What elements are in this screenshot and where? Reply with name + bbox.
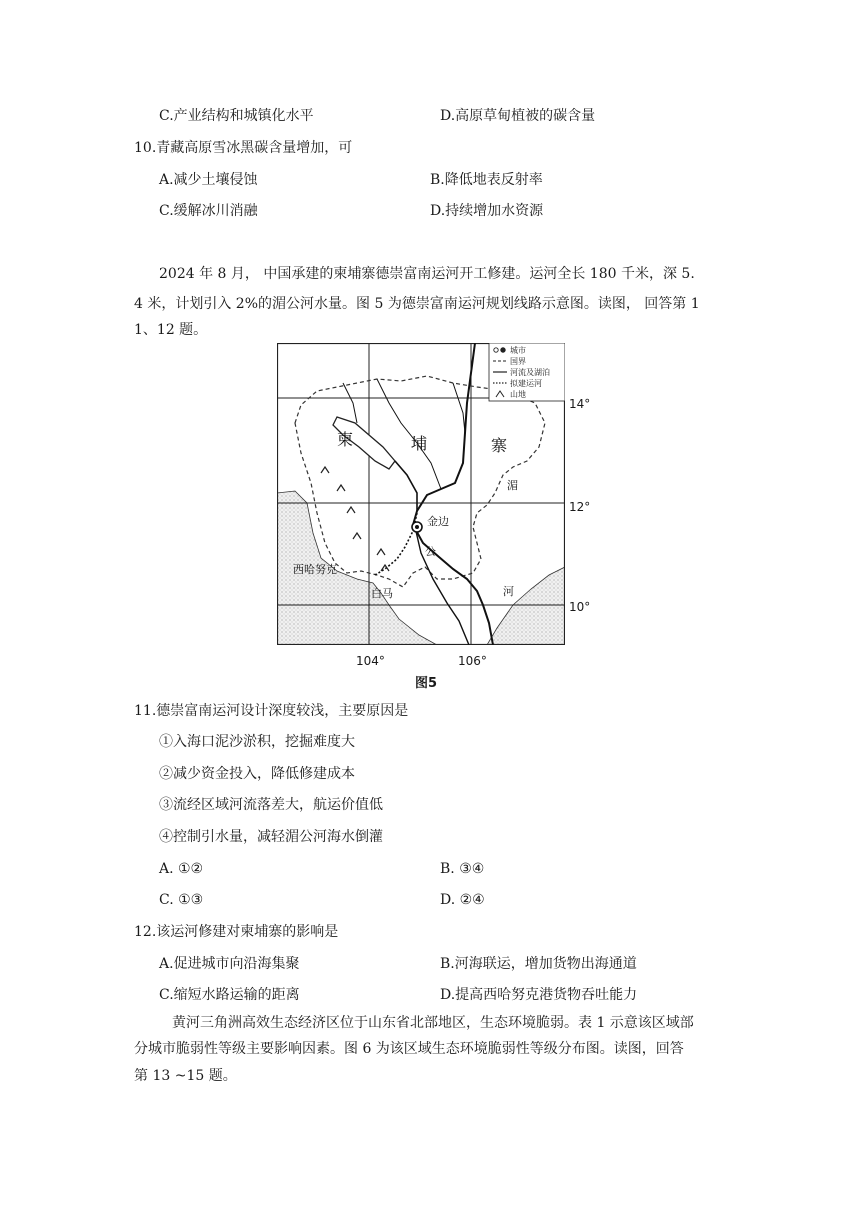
legend-city: 城市 (510, 346, 526, 355)
q11-statement-1: ①入海口泥沙淤积，挖掘难度大 (159, 734, 355, 750)
legend-canal: 拟建运河 (510, 379, 542, 388)
q12-option-d: D.提高西哈努克港货物吞吐能力 (440, 987, 638, 1003)
q10-option-d: D.持续增加水资源 (430, 203, 544, 219)
q11-statement-3: ③流经区域河流落差大，航运价值低 (159, 797, 383, 813)
river-char: 湄 (507, 479, 518, 492)
passage2-line-2: 分城市脆弱性等级主要影响因素。图 6 为该区域生态环境脆弱性等级分布图。读图，回答 (134, 1041, 684, 1057)
lat-label-14: 14° (569, 397, 591, 411)
river-char: 公 (425, 545, 436, 558)
figure-caption: 图5 (415, 676, 438, 691)
q10-option-c: C.缓解冰川消融 (159, 203, 258, 219)
passage1-line-2: 4 米，计划引入 2%的湄公河水量。图 5 为德崇富南运河规划线路示意图。读图， 回答第 1 (134, 296, 700, 312)
passage2-line-3: 第 13 ~15 题。 (134, 1068, 237, 1084)
q11-stem: 11.德崇富南运河设计深度较浅，主要原因是 (134, 703, 409, 719)
q12-option-c: C.缩短水路运输的距离 (159, 987, 300, 1003)
q11-option-a: A. ①② (159, 861, 204, 877)
q10-option-b: B.降低地表反射率 (430, 172, 543, 188)
q11-option-d: D. ②④ (440, 892, 485, 908)
q11-statement-4: ④控制引水量，减轻湄公河海水倒灌 (159, 829, 383, 845)
q12-option-a: A.促进城市向沿海集聚 (159, 956, 300, 972)
q11-option-c: C. ①③ (159, 892, 204, 908)
canal-route-map (277, 343, 565, 645)
q10-option-a: A.减少土壤侵蚀 (159, 172, 258, 188)
passage2-line-1: 黄河三角洲高效生态经济区位于山东省北部地区，生态环境脆弱。表 1 示意该区域部 (172, 1015, 694, 1031)
legend-border: 国界 (510, 357, 526, 366)
q11-option-b: B. ③④ (440, 861, 485, 877)
lat-label-12: 12° (569, 500, 591, 514)
passage1-line-3: 1、12 题。 (134, 322, 208, 338)
city-label-kep: 白马 (371, 587, 393, 600)
q12-stem: 12.该运河修建对柬埔寨的影响是 (134, 924, 339, 940)
city-label-phnom-penh: 金边 (427, 515, 449, 528)
q9-option-c: C.产业结构和城镇化水平 (159, 108, 314, 124)
lon-label-106: 106° (458, 654, 487, 668)
q10-stem: 10.青藏高原雪冰黑碳含量增加，可 (134, 140, 353, 156)
lon-label-104: 104° (356, 654, 385, 668)
country-char: 埔 (411, 434, 428, 453)
lat-label-10: 10° (569, 600, 591, 614)
capital-dot (415, 525, 419, 529)
legend-river: 河流及湖泊 (510, 368, 550, 377)
city-label-sihanoukville: 西哈努克 (293, 563, 337, 576)
country-char: 柬 (337, 430, 354, 449)
country-char: 寨 (491, 436, 508, 455)
q12-option-b: B.河海联运，增加货物出海通道 (440, 956, 637, 972)
q11-statement-2: ②减少资金投入，降低修建成本 (159, 766, 355, 782)
legend-mountain: 山地 (510, 390, 526, 399)
q9-option-d: D.高原草甸植被的碳含量 (440, 108, 596, 124)
passage1-line-1: 2024 年 8 月， 中国承建的柬埔寨德崇富南运河开工修建。运河全长 180 千米，深 5. (159, 266, 695, 282)
river-char: 河 (503, 585, 514, 598)
